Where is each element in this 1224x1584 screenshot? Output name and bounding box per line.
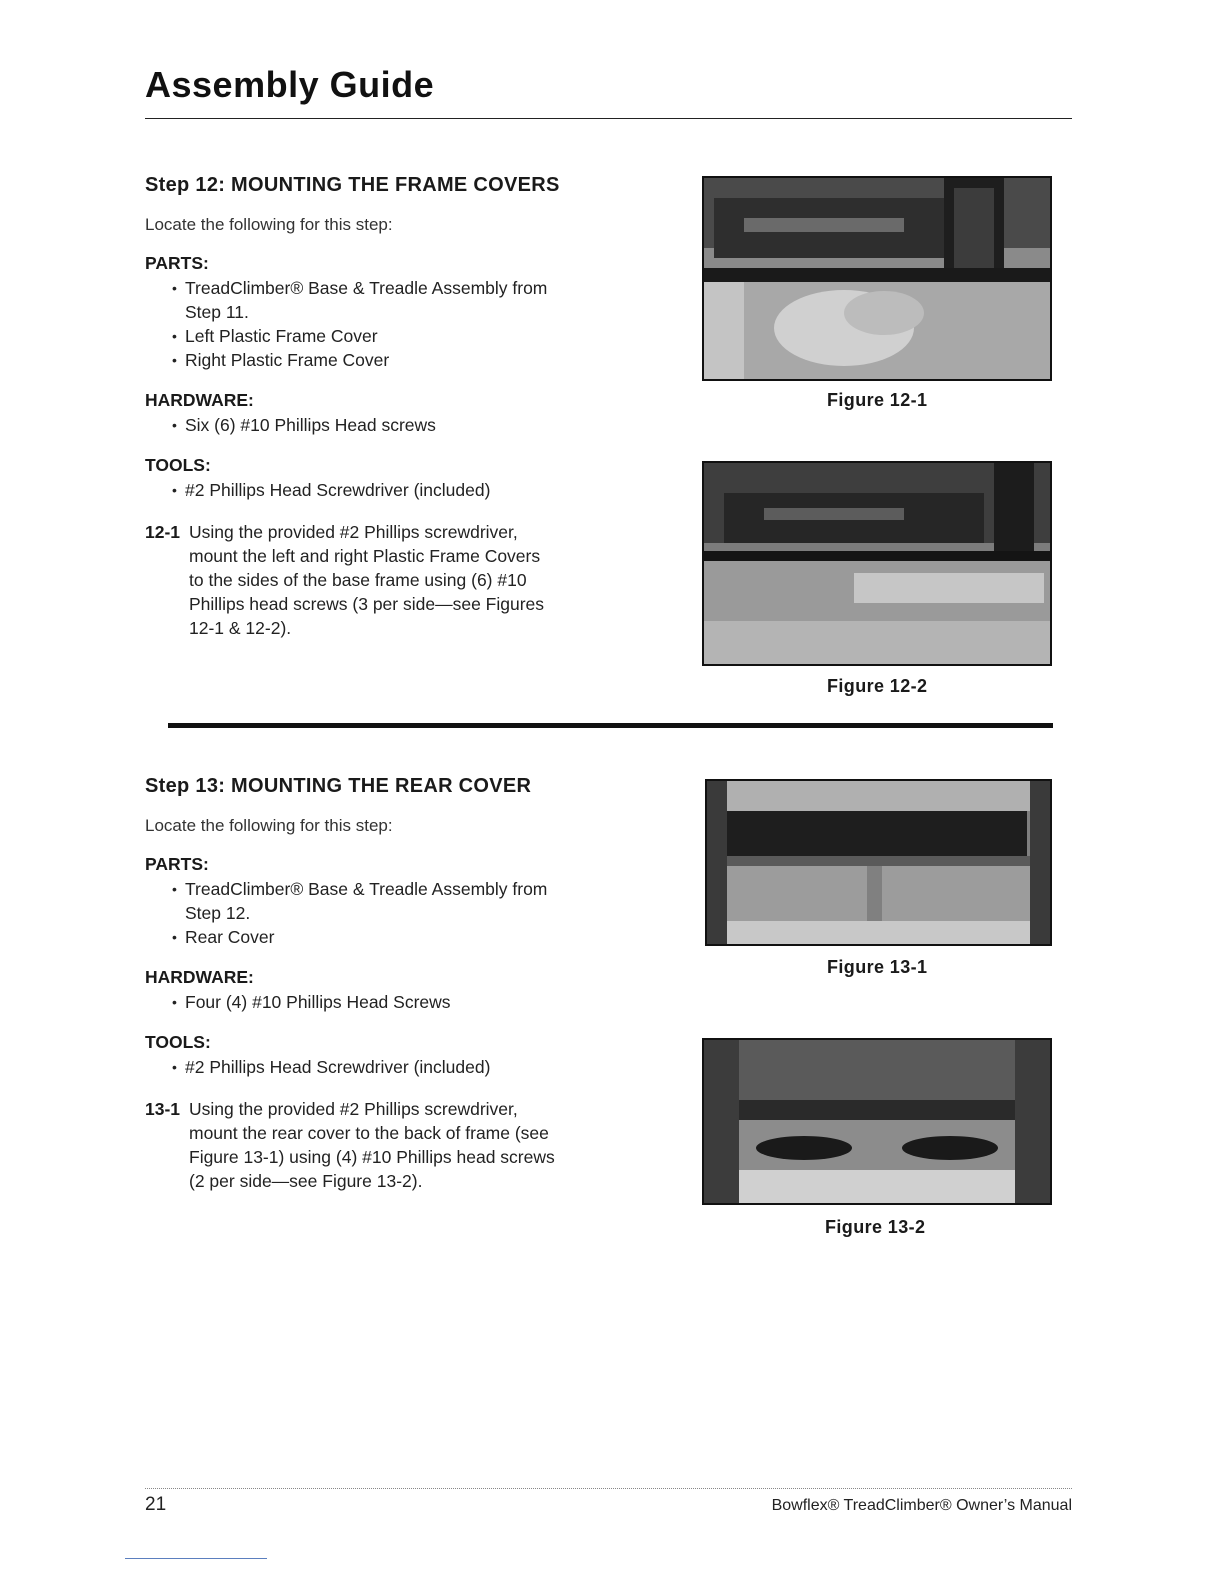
rear-cover-photo-icon — [704, 1040, 1050, 1203]
instruction-line: Using the provided #2 Phillips screwdriver, — [189, 522, 518, 542]
figure-12-1-caption: Figure 12-1 — [827, 390, 928, 410]
corner-mark — [125, 1558, 267, 1559]
instruction-line: (2 per side—see Figure 13-2). — [189, 1171, 423, 1191]
frame-cover-photo-icon — [704, 178, 1050, 379]
step-12-intro: Locate the following for this step: — [145, 215, 393, 234]
instruction-number: 13-1 — [145, 1099, 181, 1119]
section-divider — [168, 723, 1053, 728]
step-13-parts-label: PARTS: — [145, 854, 209, 874]
instruction-line: to the sides of the base frame using (6) #10 — [189, 570, 527, 590]
step-13-tools-list — [145, 1055, 625, 1079]
figure-12-2-photo — [702, 461, 1052, 666]
list-item — [172, 877, 625, 925]
title-rule — [145, 118, 1072, 119]
list-item-text: • TreadClimber® Base & Treadle Assembly from — [185, 879, 548, 899]
list-item — [172, 276, 625, 324]
figure-12-1-photo — [702, 176, 1052, 381]
step-13-heading: Step 13: MOUNTING THE REAR COVER — [145, 775, 532, 797]
step-13-hardware-list — [145, 990, 625, 1014]
instruction-line: Phillips head screws (3 per side—see Figures — [189, 594, 545, 614]
list-item: • Right Plastic Frame Cover — [172, 348, 625, 372]
list-item: • Six (6) #10 Phillips Head screws — [172, 413, 625, 437]
step-13-instruction — [145, 1097, 625, 1193]
step-12-hardware-list — [145, 413, 625, 437]
instruction-line: mount the rear cover to the back of frame (see — [189, 1123, 549, 1143]
figure-13-1-caption: Figure 13-1 — [827, 957, 928, 977]
page-number: 21 — [145, 1494, 167, 1515]
step-12-parts-list — [145, 276, 625, 372]
step-12-heading: Step 12: MOUNTING THE FRAME COVERS — [145, 174, 560, 196]
instruction-line: 12-1 & 12-2). — [189, 618, 292, 638]
footer-rule — [145, 1488, 1072, 1489]
instruction-line: Using the provided #2 Phillips screwdriver, — [189, 1099, 518, 1119]
frame-cover-photo-icon — [704, 463, 1050, 664]
list-item-text: • TreadClimber® Base & Treadle Assembly from — [185, 278, 548, 298]
step-12-hardware-label: HARDWARE: — [145, 390, 254, 410]
instruction-line: mount the left and right Plastic Frame Covers — [189, 546, 541, 566]
step-13-hardware-label: HARDWARE: — [145, 967, 254, 987]
instruction-number: 12-1 — [145, 522, 181, 542]
list-item-text-continued: Step 11. — [185, 302, 249, 322]
figure-13-2-caption: Figure 13-2 — [825, 1217, 926, 1237]
rear-cover-photo-icon — [707, 781, 1050, 944]
step-12-tools-list — [145, 478, 625, 502]
figure-13-1-photo — [705, 779, 1052, 946]
list-item: • Left Plastic Frame Cover — [172, 324, 625, 348]
step-13-tools-label: TOOLS: — [145, 1032, 211, 1052]
step-13-parts-list — [145, 877, 625, 949]
step-13-section — [145, 775, 625, 1193]
step-12-parts-label: PARTS: — [145, 253, 209, 273]
step-12-instruction — [145, 520, 625, 640]
step-12-section — [145, 174, 625, 640]
page-title: Assembly Guide — [145, 64, 435, 105]
list-item: • #2 Phillips Head Screwdriver (included) — [172, 1055, 625, 1079]
instruction-line: Figure 13-1) using (4) #10 Phillips head screws — [189, 1147, 555, 1167]
step-12-tools-label: TOOLS: — [145, 455, 211, 475]
list-item: • Four (4) #10 Phillips Head Screws — [172, 990, 625, 1014]
list-item: • Rear Cover — [172, 925, 625, 949]
figure-13-2-photo — [702, 1038, 1052, 1205]
list-item: • #2 Phillips Head Screwdriver (included) — [172, 478, 625, 502]
step-13-intro: Locate the following for this step: — [145, 816, 393, 835]
list-item-text-continued: Step 12. — [185, 903, 251, 923]
figure-12-2-caption: Figure 12-2 — [827, 676, 928, 696]
manual-title: Bowflex® TreadClimber® Owner’s Manual — [771, 1497, 1072, 1514]
